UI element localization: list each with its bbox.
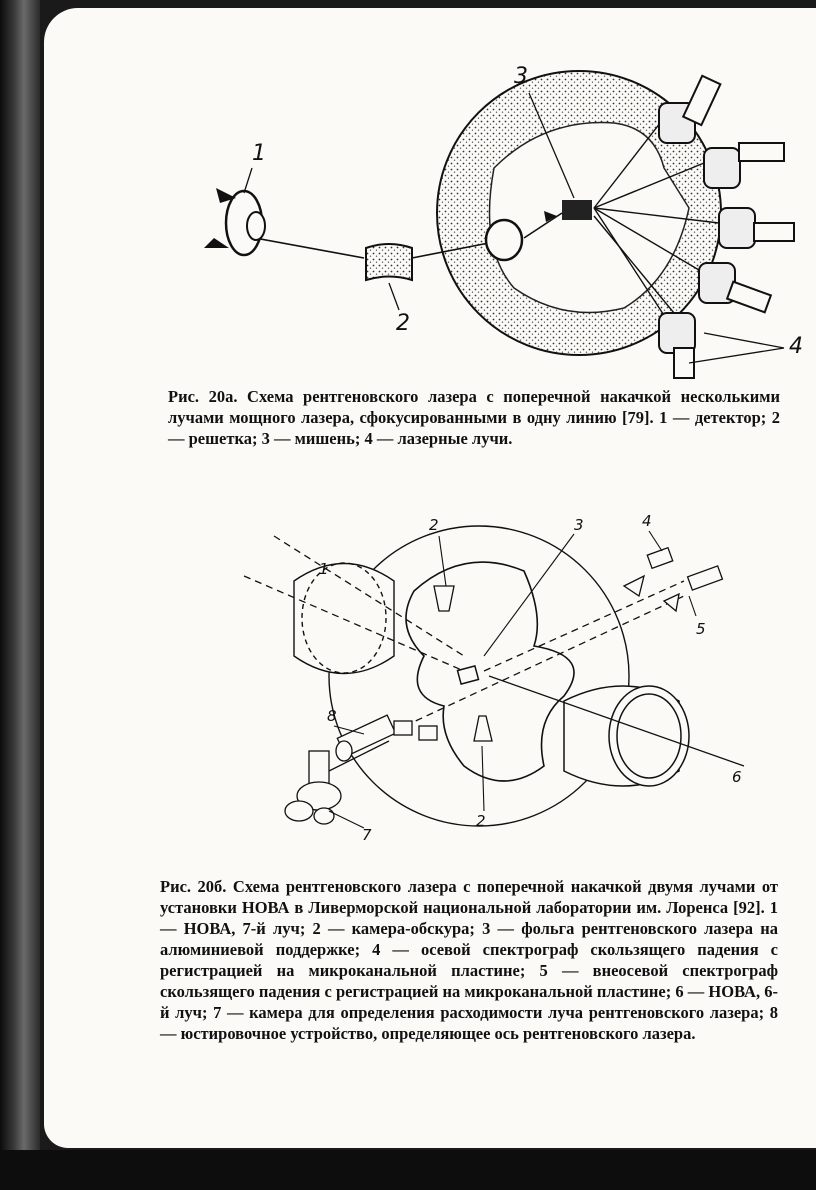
fig-b-label-6: 6 [732, 768, 742, 786]
nova-beam-6-port [564, 686, 689, 786]
figure-20a-caption [168, 386, 780, 449]
fig-a-label-1: 1 [252, 141, 266, 166]
target-foil [562, 200, 592, 220]
figure-20b-diagram [224, 506, 764, 846]
figure-20a-caption-label: Рис. 20а. [168, 387, 238, 406]
fig-b-label-4: 4 [642, 512, 652, 530]
fig-b-label-2-bottom: 2 [476, 812, 486, 830]
x-ray-beam [244, 236, 364, 258]
figure-20b-caption [160, 876, 778, 1044]
nova-beam-7-port [294, 563, 394, 674]
figure-20b-caption-label: Рис. 20б. [160, 877, 227, 896]
fig-a-label-3: 3 [514, 64, 528, 89]
fig-b-label-7: 7 [362, 826, 372, 844]
book-page [44, 8, 816, 1148]
scan-shadow-bottom [0, 1150, 816, 1190]
fig-b-label-5: 5 [696, 620, 706, 638]
entrance-port [486, 220, 522, 260]
grating [366, 244, 412, 280]
fig-b-label-3: 3 [574, 516, 584, 534]
fig-a-label-2: 2 [396, 311, 410, 336]
figure-20b-caption-text: Схема рентгеновского лазера с поперечной накачкой двумя лучами от установки НОВА в Ливерморской национальной лаборатории им. Лоренса [92]. 1 — НОВА, 7-й луч; 2 — камера-обскура; 3 — фольга рентгеновского лазера на алюминиевой поддержке; 4 — осевой спектрограф скользящего падения с регистрацией на микроканальной пластине; 5 — внеосевой спектрограф скользящего падения с регистрацией на микроканальной пластине; 6 — НОВА, 6-й луч; 7 — камера для определения расходимости луча рентгеновского лазера; 8 — юстировочное устройство, определяющее ось рентгеновского лазера. [160, 877, 778, 1043]
scan-shadow-left [0, 0, 40, 1190]
off-axis-spectrograph [664, 566, 722, 611]
figure-20a-diagram [144, 48, 803, 378]
fig-b-label-2-top: 2 [429, 516, 439, 534]
axial-spectrograph [624, 548, 673, 596]
figure-20a-caption-text: Схема рентгеновского лазера с поперечной накачкой несколькими лучами мощного лазера, сфокусированными в одну линию [79]. 1 — детектор; 2 — решетка; 3 — мишень; 4 — лазерные лучи. [168, 387, 780, 448]
fig-b-label-8: 8 [327, 707, 337, 725]
fig-b-label-1: 1 [319, 560, 329, 578]
fig-a-label-4: 4 [789, 334, 803, 359]
